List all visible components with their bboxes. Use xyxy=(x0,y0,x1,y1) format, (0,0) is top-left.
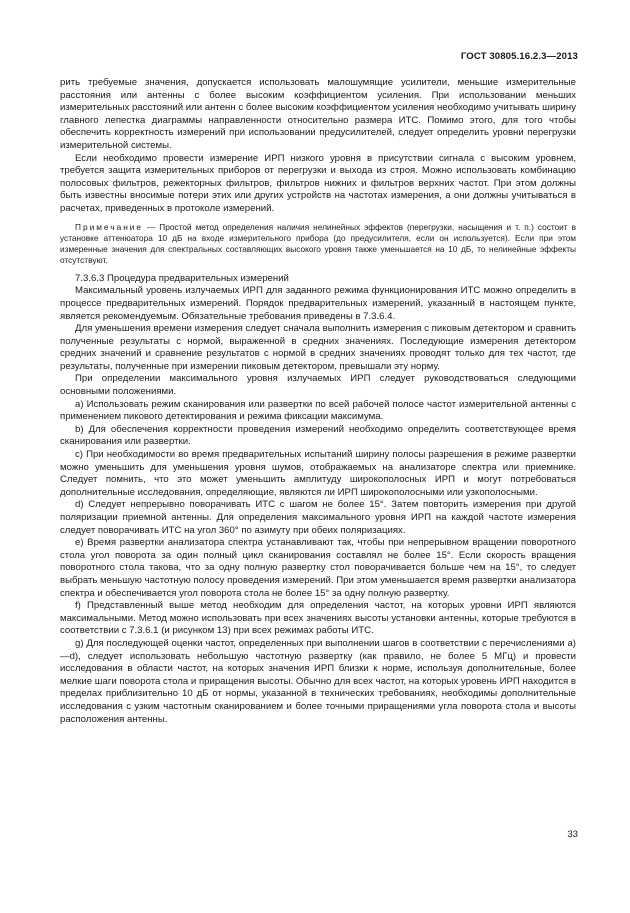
section-paragraph: Для уменьшения времени измерения следует сначала выполнить измерения с пиковым детектором и сравнить полученные результаты с нормой, выраженной в средних значениях. Последующие измерения детектором средних значений и сравнение результатов с нормой в средних значениях проводят только для тех частот, где результаты, полученные при измерении пиковым детектором, превышали эту норму. xyxy=(60,323,576,372)
paragraph-overload-protection: Если необходимо провести измерение ИРП низкого уровня в присутствии сигнала с высоким уровнем, требуется защита измерительных приборов от перегрузки и выхода из строя. Можно использовать комбинацию полосовых фильтров, режекторных фильтров, фильтров нижних и фильтров верхних частот. При этом должны быть известны вносимые потери этих или других устройств на частотах измерения, а они должны учитываться в расчетах, приведенных в протоколе измерений. xyxy=(60,152,576,214)
note-block xyxy=(60,222,576,267)
standard-code-header: ГОСТ 30805.16.2.3—2013 xyxy=(460,51,578,62)
list-item-e: e) Время развертки анализатора спектра устанавливают так, чтобы при непрерывном вращении поворотного стола угол поворота за один полный цикл сканирования составлял не более 15°. Если скорость вращения поворотного стола такова, что за одну полную развертку стол поворачивается больше чем на 15°, то следует выбрать меньшую частотную полосу проведения измерений. При этом уменьшается время развертки анализатора спектра и обеспечивается угол поворота стола не более 15° за одну полную развертку. xyxy=(60,537,576,599)
page-body xyxy=(60,77,576,726)
section-heading: 7.3.6.3 Процедура предварительных измерений xyxy=(75,272,289,284)
paragraph-continuation: рить требуемые значения, допускается использовать малошумящие усилители, меньшие измерительные расстояния или антенны с более высоким коэффициентом усиления. При использовании меньших измерительных расстояний или антенн с более высоким коэффициентом усиления необходимо учитывать ширину главного лепестка диаграммы направленности относительно размера ИТС. Помимо этого, для того чтобы обеспечить корректность измерений при использовании предусилителей, следует определить уровни перегрузки измерительной системы. xyxy=(60,77,576,151)
list-item-b: b) Для обеспечения корректности проведения измерений необходимо определить соответствующее время сканирования или развертки. xyxy=(60,423,576,448)
section-paragraph: Максимальный уровень излучаемых ИРП для заданного режима функционирования ИТС можно определить в процессе предварительных измерений. Порядок предварительных измерений, указанный в настоящем пункте, является рекомендуемым. Обязательные требования приведены в 7.3.6.4. xyxy=(60,285,576,322)
list-item-a: a) Использовать режим сканирования или развертки по всей рабочей полосе частот измерительной антенны с применением пикового детектирования и режима фиксации максимума. xyxy=(60,398,576,423)
page-number: 33 xyxy=(567,829,578,840)
list-item-d: d) Следует непрерывно поворачивать ИТС с шагом не более 15°. Затем повторить измерения при другой поляризации приемной антенны. Для определения максимального уровня ИРП на каждой частоте измерения следует поворачивать ИТС на угол 360° по азимуту при обеих поляризациях. xyxy=(60,499,576,536)
list-item-g: g) Для последующей оценки частот, определенных при выполнении шагов в соответствии с перечислениями a)—d), следует использовать небольшую частотную развертку (как правило, не более 5 МГц) и провести исследования в области частот, на которых значения ИРП близки к норме, используя дополнительные, более мелкие шаги поворота стола и приращения высоты. Обычно для всех частот, на которых уровень ИРП находится в пределах приблизительно 10 дБ от нормы, указанной в технических требованиях, необходимы дополнительные исследования с узким частотным сканированием и более точными приращениями угла поворота стола и высоты расположения антенны. xyxy=(60,637,576,725)
list-item-f: f) Представленный выше метод необходим для определения частот, на которых уровни ИРП являются максимальными. Метод можно использовать при всех значениях высоты установки антенны, которые требуются в соответствии с 7.3.6.1 (и рисунком 13) при всех режимах работы ИТС. xyxy=(60,600,576,637)
section-paragraph: При определении максимального уровня излучаемых ИРП следует руководствоваться следующими основными положениями. xyxy=(60,373,576,398)
note-label: Примечание xyxy=(75,221,144,232)
note-text: — Простой метод определения наличия нелинейных эффектов (перегрузки, насыщения и т. п.) состоит в установке аттенюатора 10 дБ на входе измерительного прибора (до предусилителя, если он используется). Если при этом измеренные значения для спектральных составляющих высокого уровня также уменьшается на 10 дБ, то нелинейные эффекты отсутствуют. xyxy=(60,221,576,266)
list-item-c: c) При необходимости во время предварительных испытаний ширину полосы разрешения в режиме развертки можно уменьшить для уменьшения уровня шумов, отображаемых на анализаторе спектра или приемнике. Следует помнить, что это может уменьшить амплитуду широкополосных ИРП и могут потребоваться дополнительные исследования, определяющие, являются ли ИРП широкополосными или узкополосными. xyxy=(60,449,576,498)
